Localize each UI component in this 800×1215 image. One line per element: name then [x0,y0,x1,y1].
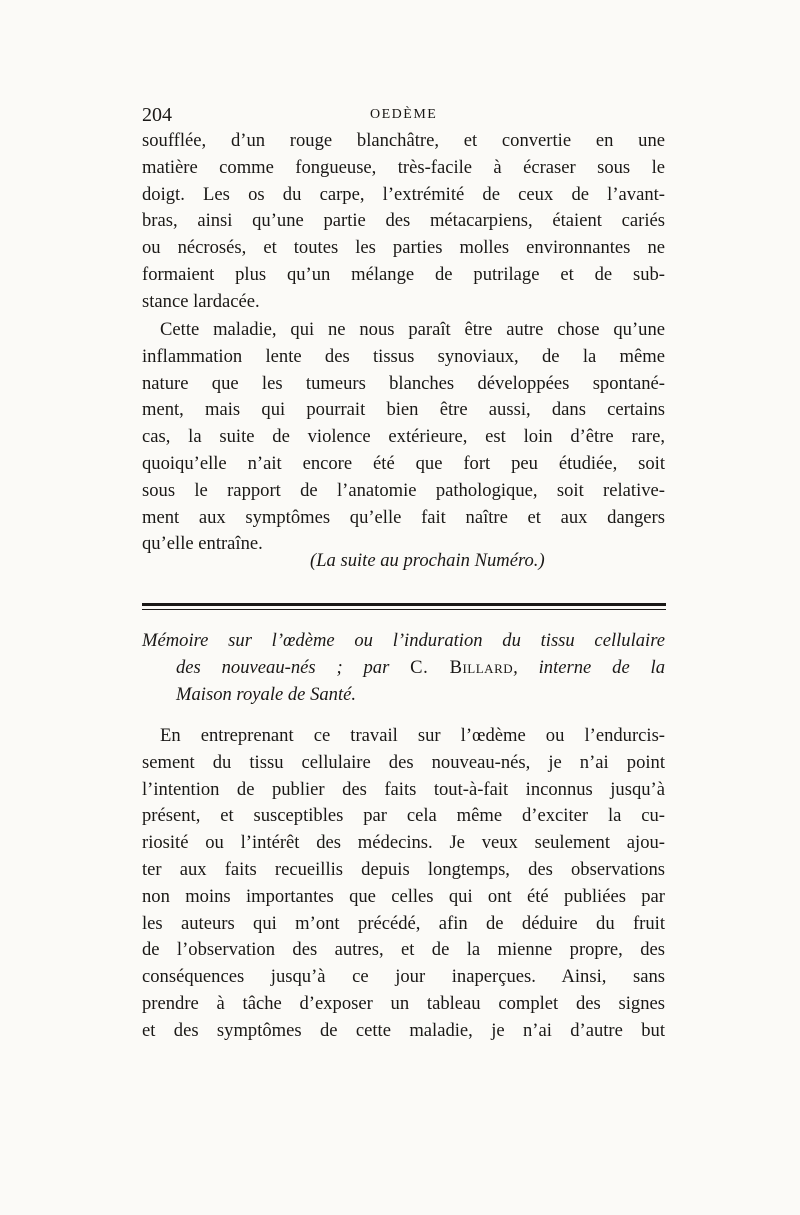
section-divider-thin [142,609,666,610]
title-line: Maison royale de Santé. [176,683,357,705]
text-line: riosité ou l’intérêt des médecins. Je veux seulement ajou- [142,832,665,854]
text-line: doigt. Les os du carpe, l’extrémité de ceux de l’avant- [142,183,665,205]
text-line: ment aux symptômes qu’elle fait naître et aux dangers [142,506,665,528]
text-line: les auteurs qui m’ont précédé, afin de déduire du fruit [142,912,665,934]
text-line: sement du tissu cellulaire des nouveau-nés, je n’ai point [142,751,665,773]
text-line: formaient plus qu’un mélange de putrilage et de sub- [142,263,665,285]
text-line: ou nécrosés, et toutes les parties molles environnantes ne [142,237,665,259]
text-line: Cette maladie, qui ne nous paraît être autre chose qu’une [160,319,665,340]
text-line: et des symptômes de cette maladie, je n’ai d’autre but [142,1019,665,1041]
text-line: de l’observation des autres, et de la mienne propre, des [142,939,665,961]
second-paragraph [142,317,665,558]
text-line: l’intention de publier des faits tout-à-fait inconnus jusqu’à [142,778,665,800]
text-line: ter aux faits recueillis depuis longtemps, des observations [142,858,665,880]
continuation-note: (La suite au prochain Numéro.) [310,550,545,571]
text-line: nature que les tumeurs blanches développées spontané- [142,372,665,394]
text-line: cas, la suite de violence extérieure, est loin d’être rare, [142,426,665,448]
continuation-paragraph [142,128,665,316]
text-line: conséquences jusqu’à ce jour inaperçues. Ainsi, sans [142,966,665,988]
text-line: En entreprenant ce travail sur l’œdème ou l’endurcis- [160,725,665,746]
text-line: stance lardacée. [142,290,260,312]
page-header [142,104,672,128]
text-line: présent, et susceptibles par cela même d’exciter la cu- [142,805,665,827]
text-line: soufflée, d’un rouge blanchâtre, et convertie en une [142,130,665,151]
title-fragment: , interne de la [513,656,666,678]
text-line: quoiqu’elle n’ait encore été que fort peu étudiée, soit [142,452,665,474]
text-line: qu’elle entraîne. [142,533,263,555]
text-line: inflammation lente des tissus synoviaux, de la même [142,345,665,367]
author-name: C. Billard [410,656,514,678]
title-line [142,655,665,682]
text-line: sous le rapport de l’anatomie pathologique, soit relative- [142,479,665,501]
title-line: Mémoire sur l’œdème ou l’induration du tissu cellulaire [142,630,665,651]
text-line: non moins importantes que celles qui ont été publiées par [142,885,665,907]
section-divider-thick [142,603,666,606]
running-head: OEDÈME [370,107,438,122]
memoir-title [142,628,665,708]
title-fragment: des nouveau-nés ; par [176,656,411,678]
page-number: 204 [142,104,172,126]
text-line: matière comme fongueuse, très-facile à écraser sous le [142,156,665,178]
memoir-body [142,723,665,1045]
text-line: bras, ainsi qu’une partie des métacarpiens, étaient cariés [142,210,665,232]
text-line: ment, mais qui pourrait bien être aussi, dans certains [142,399,665,421]
text-line: prendre à tâche d’exposer un tableau complet des signes [142,992,665,1014]
